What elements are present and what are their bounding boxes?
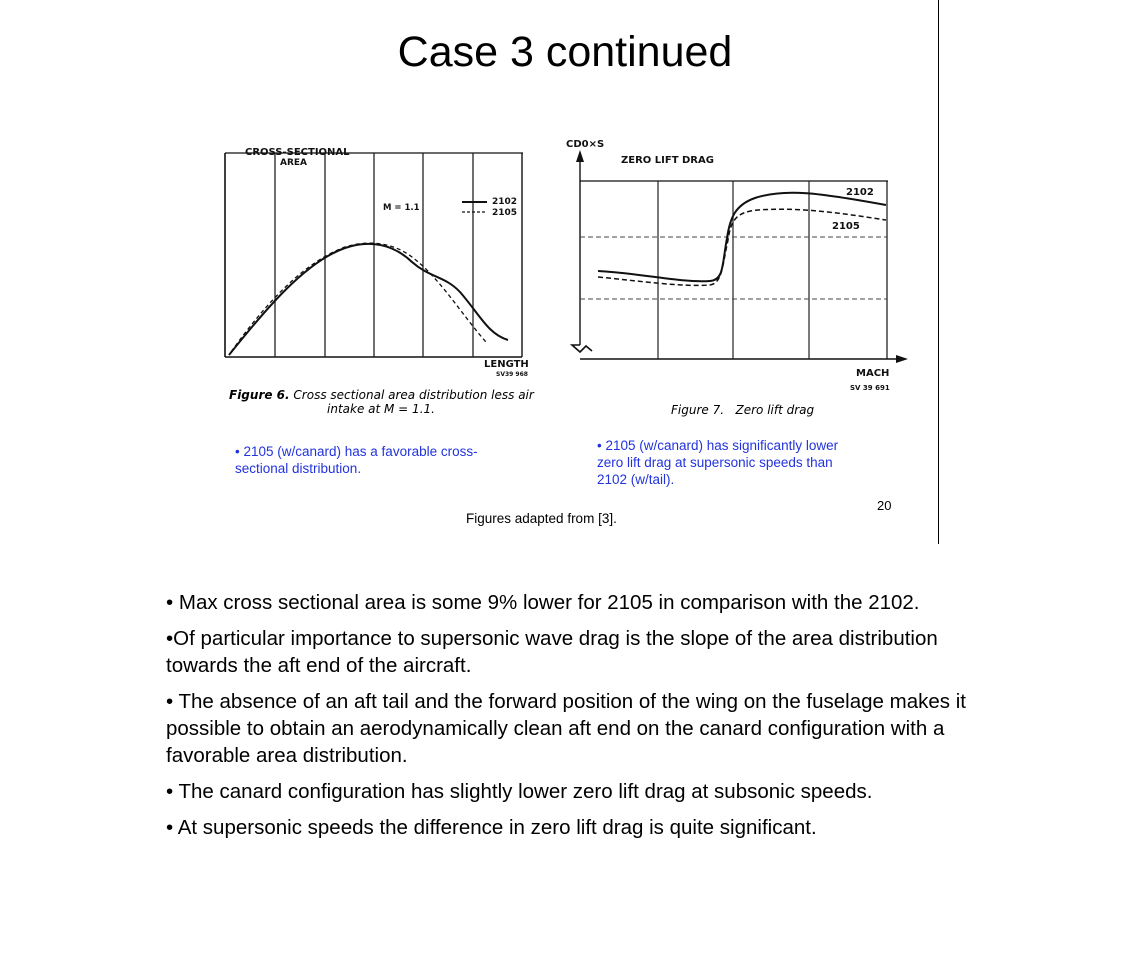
figure6-code: SV39 968 xyxy=(496,371,528,378)
figure7-x-label: MACH xyxy=(856,368,890,379)
source-note: Figures adapted from [3]. xyxy=(466,511,617,526)
speaker-notes xyxy=(166,589,966,850)
figure6-plot xyxy=(225,147,529,378)
figure7-caption-prefix: Figure 7. xyxy=(671,403,725,417)
figure7-note: • 2105 (w/canard) has significantly lower zero lift drag at supersonic speeds than 2102 (w/tail). xyxy=(597,438,839,487)
note-paragraph: • At supersonic speeds the difference in zero lift drag is quite significant. xyxy=(166,816,817,839)
figure6-legend-2105: 2105 xyxy=(492,208,518,218)
figure6-curve-2102 xyxy=(229,244,508,355)
figure7-y-label: CD0×S xyxy=(566,139,605,150)
slide-title: Case 3 continued xyxy=(397,28,733,76)
figure6-legend-2102: 2102 xyxy=(492,197,518,207)
figure6-note: • 2105 (w/canard) has a favorable cross-sectional distribution. xyxy=(235,444,478,476)
figure6-curve-2105 xyxy=(231,243,486,352)
figure7-caption-text: Zero lift drag xyxy=(735,403,815,417)
figure6-caption xyxy=(229,388,549,416)
figure7-label-2102: 2102 xyxy=(846,187,874,198)
note-paragraph: • Max cross sectional area is some 9% lower for 2105 in comparison with the 2102. xyxy=(166,591,920,614)
figure7-title: ZERO LIFT DRAG xyxy=(621,155,714,166)
note-paragraph: •Of particular importance to supersonic wave drag is the slope of the area distribution towards the aft end of the aircraft. xyxy=(166,627,938,677)
figure6-mach-label: M = 1.1 xyxy=(383,203,420,213)
figure7-caption xyxy=(671,403,814,417)
figure6-caption-line2: intake at M = 1.1. xyxy=(327,402,435,416)
note-paragraph: • The absence of an aft tail and the forward position of the wing on the fuselage makes it possible to obtain an aerodynamically clean aft end on the canard configuration with a favorable area distribution. xyxy=(166,690,966,767)
figure6-caption-prefix: Figure 6. xyxy=(229,388,290,402)
page-number: 20 xyxy=(877,498,892,513)
figure6-caption-line1: Cross sectional area distribution less air xyxy=(293,388,534,402)
figure7-code: SV 39 691 xyxy=(850,384,890,392)
note-paragraph: • The canard configuration has slightly lower zero lift drag at subsonic speeds. xyxy=(166,780,873,803)
figure6-y-label-1: CROSS-SECTIONAL xyxy=(245,147,350,158)
figure7-plot xyxy=(566,139,908,392)
figure6-y-label-2: AREA xyxy=(280,158,308,168)
figure7-label-2105: 2105 xyxy=(832,221,860,232)
figure6-x-label: LENGTH xyxy=(484,359,529,370)
